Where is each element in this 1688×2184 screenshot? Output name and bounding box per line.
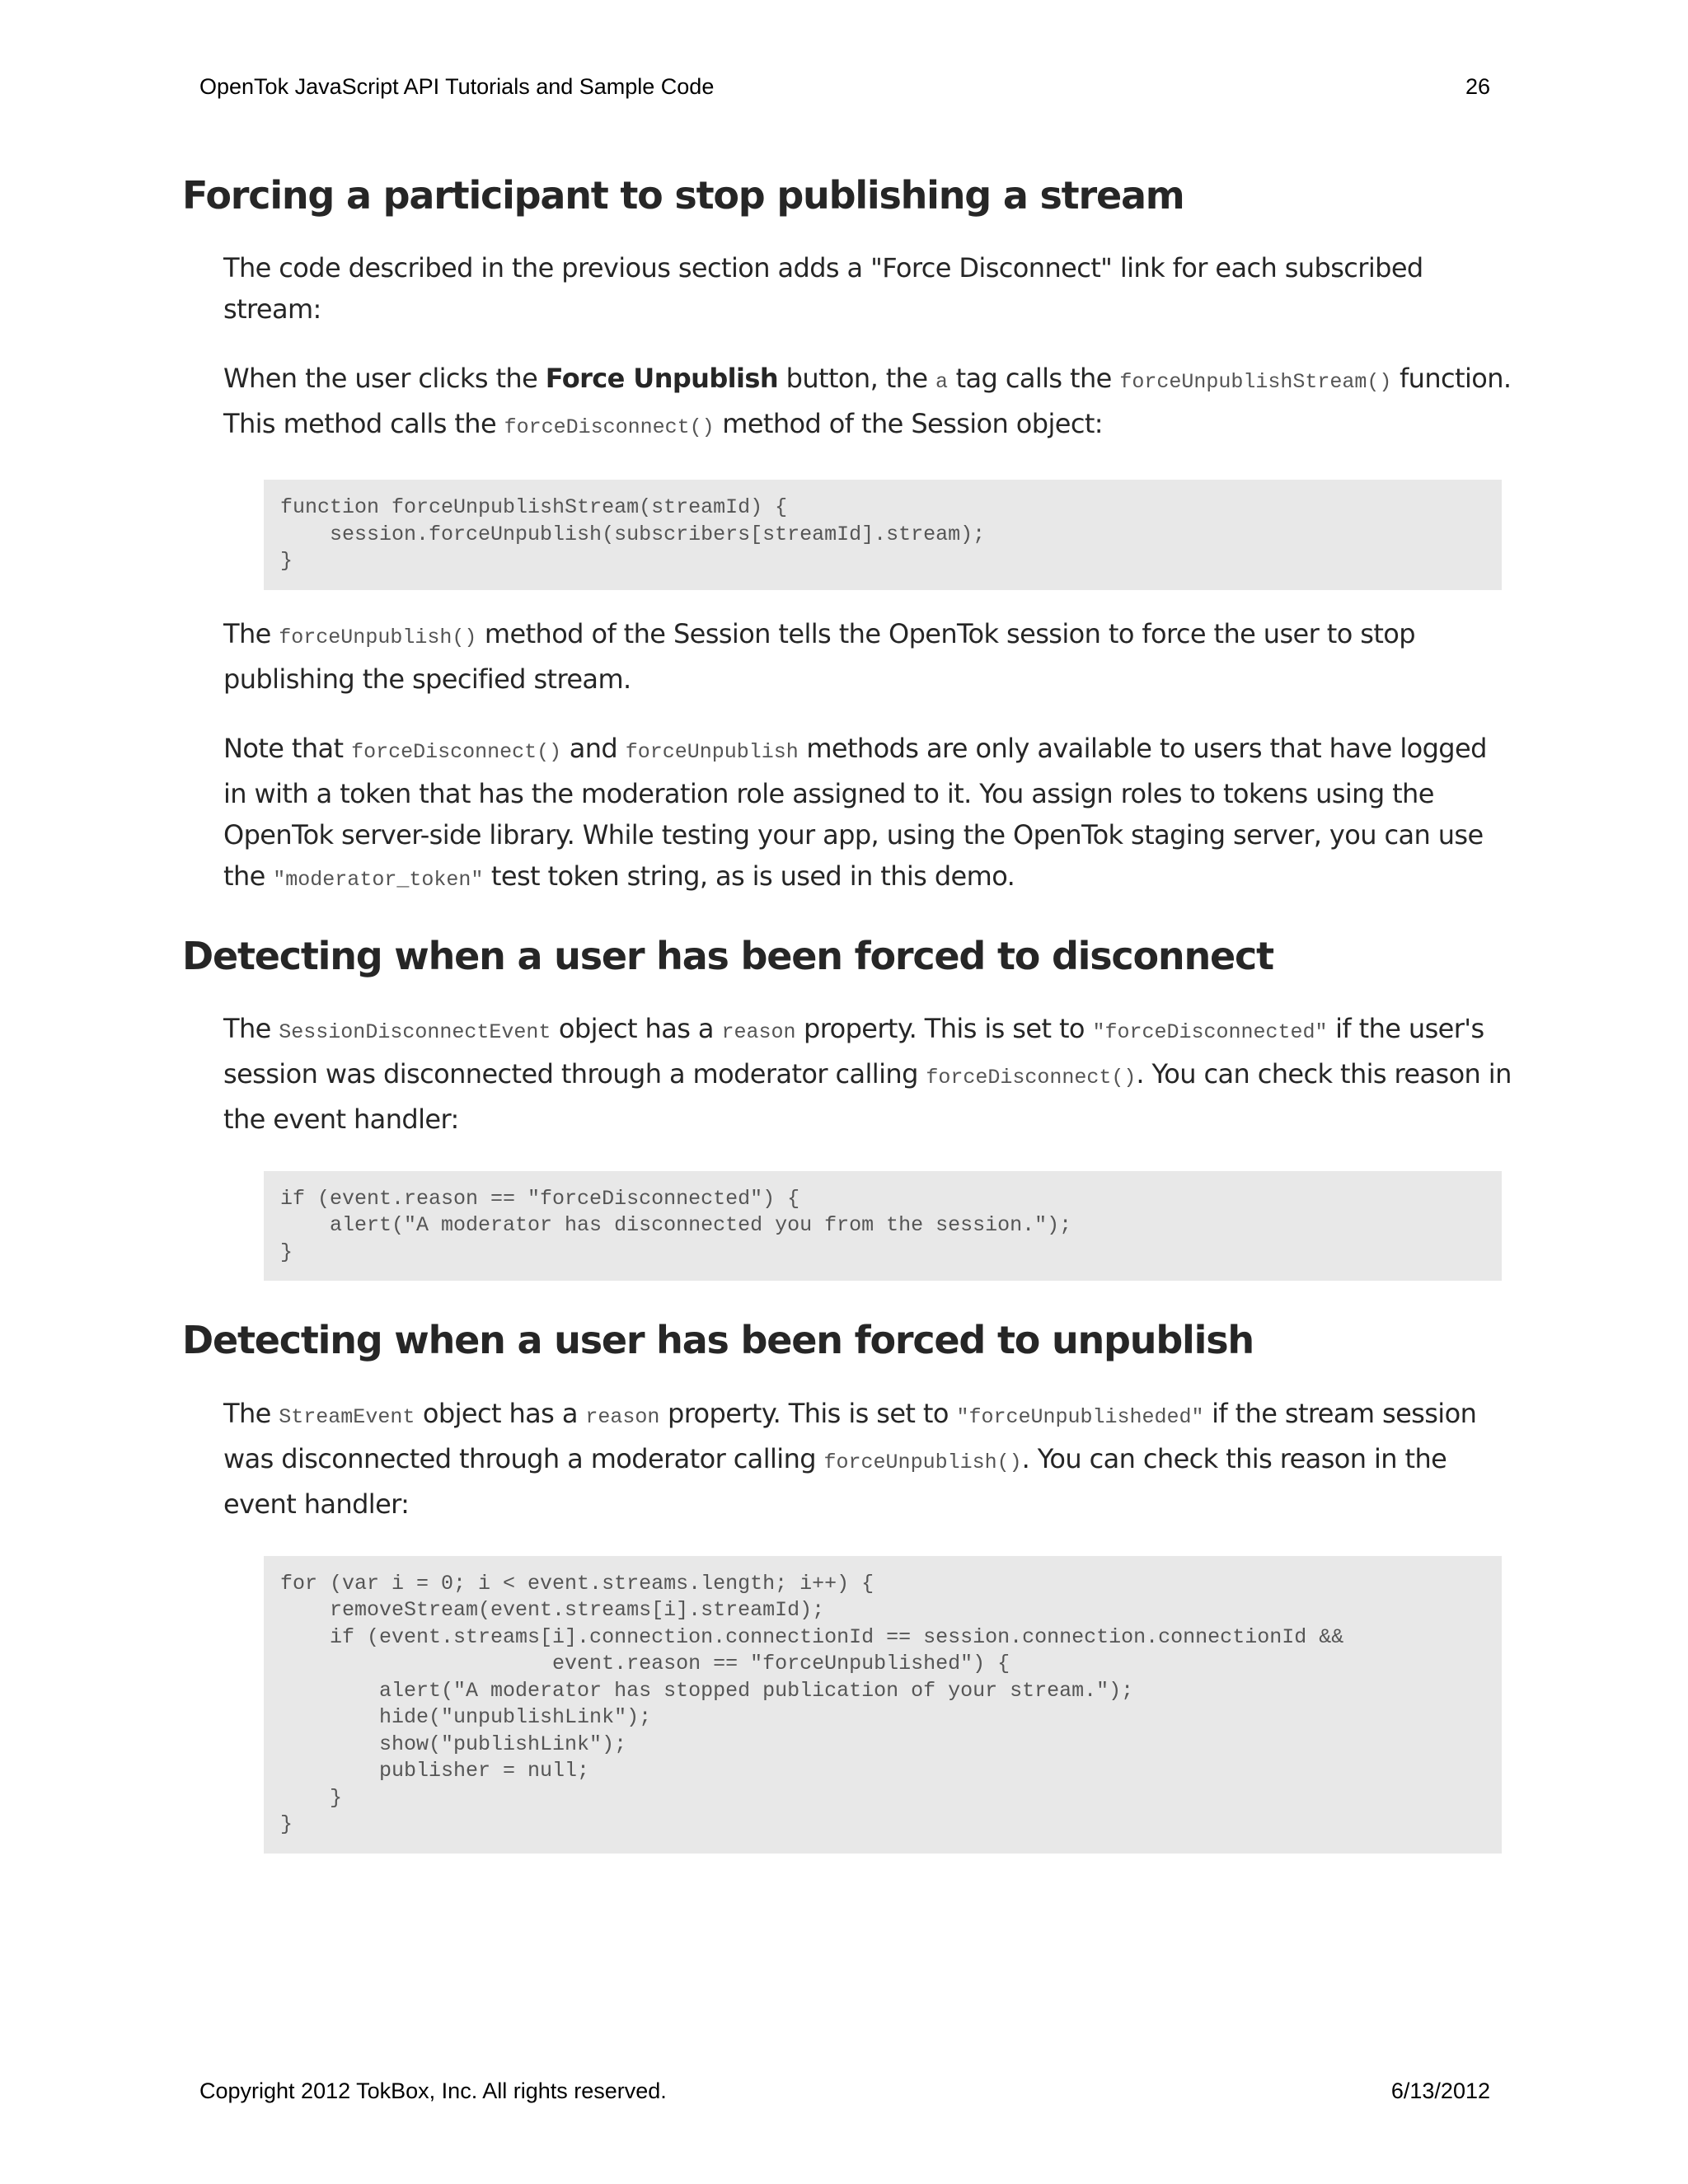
running-header	[199, 74, 1490, 100]
inline-code: StreamEvent	[279, 1404, 415, 1429]
inline-code: forceUnpublish	[625, 739, 799, 764]
code-text: for (var i = 0; i < event.streams.length; i++) { removeStream(event.streams[i].streamId); if (event.streams[i].connection.connectionId == session.connection.connectionId && event.reason == "forceUnpublished") { alert("A moderator has stopped publication of your stream."); hide("unpublishLink"); show("publishLink"); publisher = null; } }	[280, 1571, 1344, 1837]
code-block-force-unpublish	[264, 480, 1502, 590]
paragraph-force-unpublish-button: When the user clicks the Force Unpublish button, the a tag calls the forceUnpublishStream() function. This method calls the forceDisconnect() method of the Session object:	[223, 363, 1512, 440]
code-block-force-unpublish-check	[264, 1556, 1502, 1854]
section-heading-forced-unpublish: Detecting when a user has been forced to unpublish	[182, 1318, 1254, 1363]
code-text: if (event.reason == "forceDisconnected") { alert("A moderator has disconnected you from the session."); }	[280, 1186, 1072, 1264]
bold-force-unpublish: Force Unpublish	[545, 363, 779, 395]
code-block-force-disconnect-check	[264, 1171, 1502, 1282]
page-content	[182, 173, 1517, 1854]
footer-copyright: Copyright 2012 TokBox, Inc. All rights reserved.	[199, 2079, 667, 2103]
header-title: OpenTok JavaScript API Tutorials and Sample Code	[199, 74, 715, 99]
section-heading-force-unpublish: Forcing a participant to stop publishing a stream	[182, 173, 1184, 218]
inline-code: forceUnpublish()	[279, 625, 477, 649]
inline-code: "forceDisconnected"	[1092, 1019, 1328, 1044]
paragraph-session-disconnect-event: The SessionDisconnectEvent object has a reason property. This is set to "forceDisconnected" if the user's session was disconnected through a moderator calling forceDisconnect(). You can check this reason in the event handler:	[223, 1012, 1512, 1135]
running-footer	[199, 2079, 1490, 2104]
inline-code: forceUnpublishStream()	[1119, 370, 1392, 395]
paragraph-stream-event: The StreamEvent object has a reason property. This is set to "forceUnpublisheded" if the stream session was disconnected through a moderator calling forceUnpublish(). You can check this reason in the event handler:	[223, 1397, 1477, 1520]
paragraph-force-unpublish-method: The forceUnpublish() method of the Session tells the OpenTok session to force the user to stop publishing the specified stream.	[223, 617, 1415, 695]
inline-code: "moderator_token"	[273, 867, 484, 892]
section-heading-forced-disconnect: Detecting when a user has been forced to disconnect	[182, 933, 1273, 978]
inline-code: forceDisconnect()	[926, 1065, 1137, 1090]
code-text: function forceUnpublishStream(streamId) { session.forceUnpublish(subscribers[streamId].stream); }	[280, 495, 986, 574]
inline-code: SessionDisconnectEvent	[279, 1019, 551, 1044]
inline-code: forceDisconnect()	[351, 739, 562, 764]
inline-code: "forceUnpublisheded"	[956, 1404, 1204, 1429]
inline-code: forceUnpublish()	[823, 1450, 1022, 1474]
paragraph-moderation-note: Note that forceDisconnect() and forceUnpublish methods are only available to users that have logged in with a token that has the moderation role assigned to it. You assign roles to tokens using the OpenTok server-side library. While testing your app, using the OpenTok staging server, you can use the "moderator_token" test token string, as is used in this demo.	[223, 732, 1487, 892]
inline-code: reason	[721, 1019, 796, 1044]
footer-date: 6/13/2012	[1390, 2079, 1490, 2103]
inline-code: forceDisconnect()	[504, 415, 715, 440]
inline-code: a	[935, 370, 949, 395]
inline-code: reason	[585, 1404, 660, 1429]
page-number: 26	[1465, 74, 1490, 99]
paragraph-intro: The code described in the previous section adds a "Force Disconnect" link for each subscribed stream:	[223, 252, 1423, 326]
